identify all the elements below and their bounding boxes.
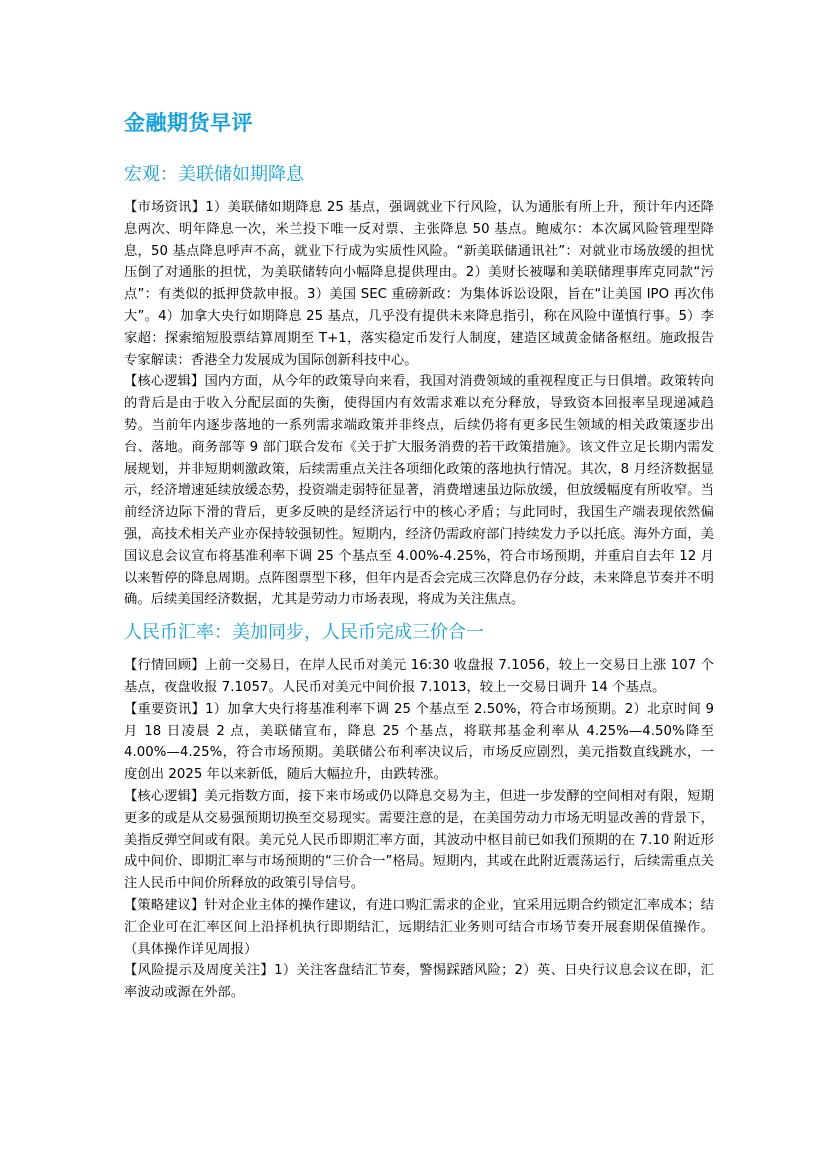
fx-key-news-paragraph: 【重要资讯】1）加拿大央行将基准利率下调 25 个基点至 2.50%，符合市场预期。2）北京时间 9 月 18 日凌晨 2 点，美联储宣布，降息 25 个基点，将联邦基金利率从 4.25%—4.50%降至 4.00%—4.25%，符合市场预期。美联储公布利率决议后，市场反应剧烈，美元指数直线跳水，一度创出 2025 年以来新低，随后大幅拉升，由跌转涨。: [124, 701, 714, 783]
macro-market-news-paragraph: 【市场资讯】1）美联储如期降息 25 基点，强调就业下行风险，认为通胀有所上升，预计年内还降息两次、明年降息一次，米兰投下唯一反对票、主张降息 50 基点。鲍威尔：本次属风险管理型降息，50 基点降息呼声不高，就业下行成为实质性风险。“新美联储通讯社”：对就业市场放缓的担忧压倒了对通胀的担忧，为美联储转向小幅降息提供理由。2）美财长被曝和美联储理事库克同款“污点”：有类似的抵押贷款申报。3）美国 SEC 重磅新政：为集体诉讼设限，旨在“让美国 IPO 再次伟大”。4）加拿大央行如期降息 25 基点，几乎没有提供未来降息指引，称在风险中谨慎行事。5）李家超：探索缩短股票结算周期至 T+1，落实稳定币发行人制度，建造区域黄金储备枢纽。施政报告专家解读：香港全力发展成为国际创新科技中心。: [124, 200, 714, 368]
section-heading-rmb-fx: 人民币汇率：美加同步，人民币完成三价合一: [124, 622, 484, 644]
macro-core-logic-paragraph: 【核心逻辑】国内方面，从今年的政策导向来看，我国对消费领域的重视程度正与日俱增。政策转向的背后是由于收入分配层面的失衡，使得国内有效需求难以充分释放，导致资本回报率呈现递减趋势。当前年内逐步落地的一系列需求端政策并非终点，后续仍将有更多民生领域的相关政策逐步出台、落地。商务部等 9 部门联合发布《关于扩大服务消费的若干政策措施》。该文件立足长期内需发展规划，并非短期刺激政策，后续需重点关注各项细化政策的落地执行情况。其次，8 月经济数据显示，经济增速延续放缓态势，投资端走弱特征显著，消费增速虽边际放缓，但放缓幅度有所收窄。当前经济边际下滑的背后，更多反映的是经济运行中的核心矛盾；与此同时，我国生产端表现依然偏强，高技术相关产业亦保持较强韧性。短期内，经济仍需政府部门持续发力予以托底。海外方面，美国议息会议宣布将基准利率下调 25 个基点至 4.00%-4.25%，符合市场预期，并重启自去年 12 月以来暂停的降息周期。点阵图票型下移，但年内是否会完成三次降息仍存分歧，未来降息节奏并不明确。后续美国经济数据，尤其是劳动力市场表现，将成为关注焦点。: [124, 374, 714, 608]
fx-market-review-paragraph: 【行情回顾】上前一交易日，在岸人民币对美元 16:30 收盘报 7.1056，较上一交易日上涨 107 个基点，夜盘收报 7.1057。人民币对美元中间价报 7.1013，较上一交易日调升 14 个基点。: [124, 658, 714, 695]
fx-core-logic-paragraph: 【核心逻辑】美元指数方面，接下来市场或仍以降息交易为主，但进一步发酵的空间相对有限，短期更多的或是从交易强预期切换至交易现实。需要注意的是，在美国劳动力市场无明显改善的背景下，美指反弹空间或有限。美元兑人民币即期汇率方面，其波动中枢目前已如我们预期的在 7.10 附近形成中间价、即期汇率与市场预期的“三价合一”格局。短期内，其或在此附近震荡运行，后续需重点关注人民币中间价所释放的政策引导信号。: [124, 788, 714, 892]
section-macro: [124, 161, 714, 611]
document-title: 金融期货早评: [124, 111, 253, 135]
section-rmb-fx: [124, 619, 714, 1004]
fx-strategy-paragraph: 【策略建议】针对企业主体的操作建议，有进口购汇需求的企业，宜采用远期合约锁定汇率成本；结汇企业可在汇率区间上沿择机执行即期结汇，远期结汇业务则可结合市场节奏开展套期保值操作。（具体操作详见周报）: [124, 897, 714, 957]
document-page: [124, 106, 714, 1004]
fx-risk-paragraph: 【风险提示及周度关注】1）关注客盘结汇节奏，警惕踩踏风险；2）英、日央行议息会议在即，汇率波动或源在外部。: [124, 963, 714, 1001]
section-heading-macro: 宏观：美联储如期降息: [124, 164, 304, 185]
